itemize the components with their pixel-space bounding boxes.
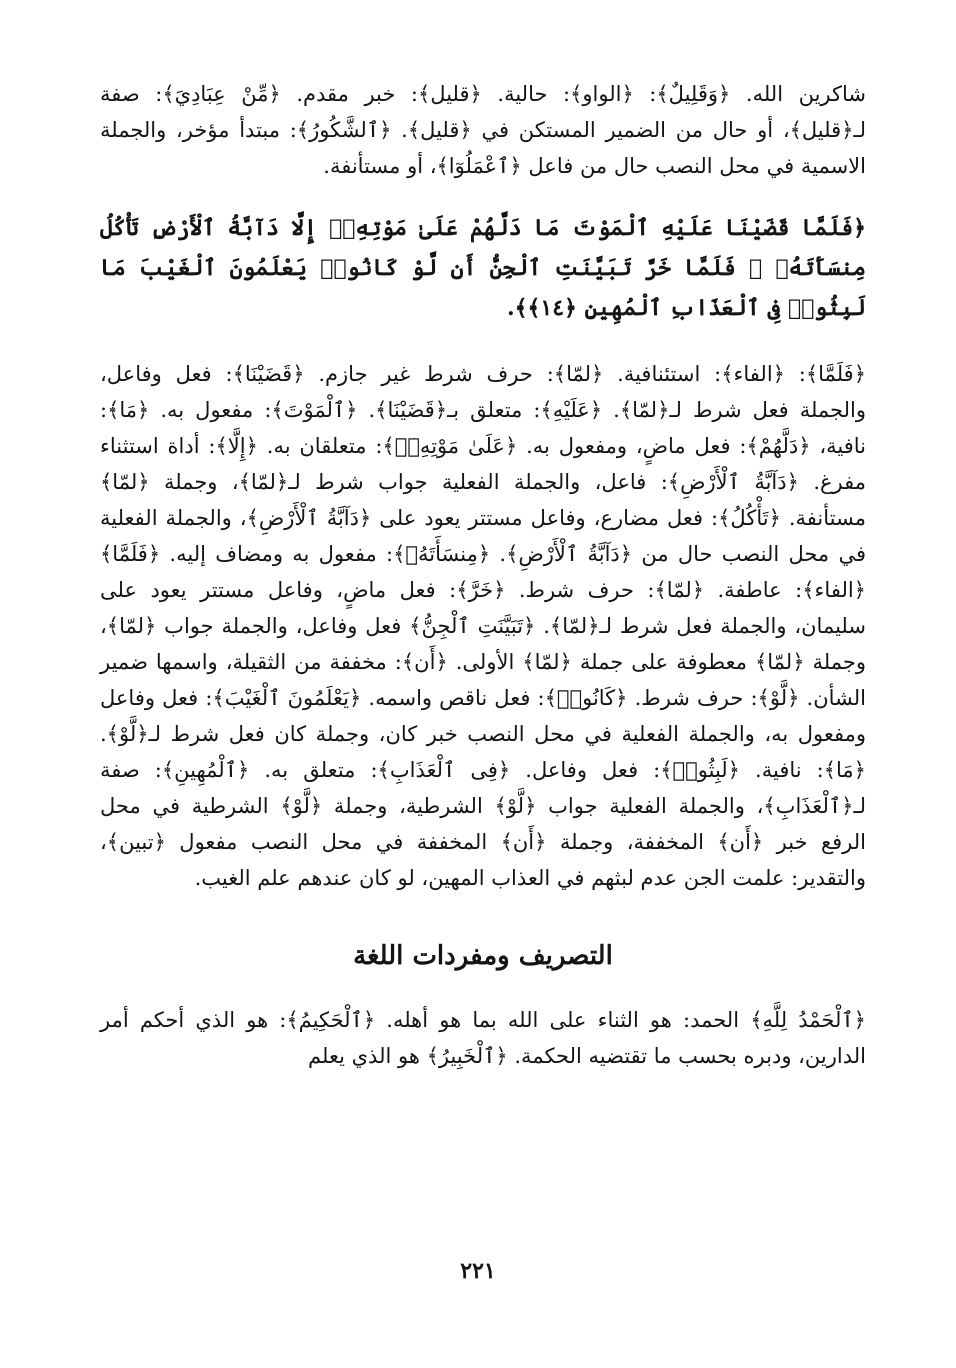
paragraph-vocabulary: ﴿ٱلْحَمْدُ لِلَّهِ﴾ الحمد: هو الثناء على الله بما هو أهله. ﴿ٱلْحَكِيمُ﴾: هو الذي أحكم أمر الدارين، ودبره بحسب ما تقتضيه الحكمة. ﴿ٱلْخَبِيرُ﴾ هو الذي يعلم — [100, 1008, 866, 1068]
page-number: ٢٢١ — [460, 1258, 496, 1284]
paragraph-continuation: شاكرين الله. ﴿وَقَلِيلٌ﴾: ﴿الواو﴾: حالية. ﴿قليل﴾: خبر مقدم. ﴿مِّنْ عِبَادِيَ﴾: صفة لـ﴿قليل﴾، أو حال من الضمير المستكن في ﴿قليل﴾. ﴿ٱلشَّكُورُ﴾: مبتدأ مؤخر، والجملة الاسمية في محل النصب حال من فاعل ﴿ٱعْمَلُوٓا﴾، أو مستأنفة. — [100, 82, 866, 178]
quran-verse: ﴿فَلَمَّا قَضَيْنَا عَلَيْهِ ٱلْمَوْتَ مَا دَلَّهُمْ عَلَىٰ مَوْتِهِۦٓ إِلَّا دَآبَّةُ ٱلْأَرْضِ تَأْكُلُ مِنسَأَتَهُۥ ۖ فَلَمَّا خَرَّ تَبَيَّنَتِ ٱلْجِنُّ أَن لَّوْ كَانُوا۟ يَعْلَمُونَ ٱلْغَيْبَ مَا لَبِثُوا۟ فِى ٱلْعَذَابِ ٱلْمُهِينِ ﴿١٤﴾﴾. — [100, 215, 866, 321]
section-heading: التصريف ومفردات اللغة — [353, 941, 613, 971]
page-content — [100, 76, 866, 1368]
paragraph-parsing: ﴿فَلَمَّا﴾: ﴿الفاء﴾: استئنافية. ﴿لمّا﴾: حرف شرط غير جازم. ﴿قَضَيْنَا﴾: فعل وفاعل، والجملة فعل شرط لـ﴿لمّا﴾. ﴿عَلَيْهِ﴾: متعلق بـ﴿قَضَيْنَا﴾. ﴿ٱلْمَوْتَ﴾: مفعول به. ﴿مَا﴾: نافية، ﴿دَلَّهُمْ﴾: فعل ماضٍ، ومفعول به. ﴿عَلَىٰ مَوْتِهِۦٓ﴾: متعلقان به. ﴿إِلَّا﴾: أداة استثناء مفرغ. ﴿دَآبَّةُ ٱلْأَرْضِ﴾: فاعل، والجملة الفعلية جواب شرط لـ﴿لمّا﴾، وجملة ﴿لمّا﴾ مستأنفة. ﴿تَأْكُلُ﴾: فعل مضارع، وفاعل مستتر يعود على ﴿دَآبَّةُ ٱلْأَرْضِ﴾، والجملة الفعلية في محل النصب حال من ﴿دَآبَّةُ ٱلْأَرْضِ﴾. ﴿مِنسَأَتَهُۥ﴾: مفعول به ومضاف إليه. ﴿فَلَمَّا﴾ ﴿الفاء﴾: عاطفة. ﴿لمّا﴾: حرف شرط. ﴿خَرَّ﴾: فعل ماضٍ، وفاعل مستتر يعود على سليمان، والجملة فعل شرط لـ﴿لمّا﴾. ﴿تَبَيَّنَتِ ٱلْجِنُّ﴾ فعل وفاعل، والجملة جواب ﴿لمّا﴾، وجملة ﴿لمّا﴾ معطوفة على جملة ﴿لمّا﴾ الأولى. ﴿أَن﴾: مخففة من الثقيلة، واسمها ضمير الشأن. ﴿لَّوْ﴾: حرف شرط. ﴿كَانُوا۟﴾: فعل ناقص واسمه. ﴿يَعْلَمُونَ ٱلْغَيْبَ﴾: فعل وفاعل ومفعول به، والجملة الفعلية في محل النصب خبر كان، وجملة كان فعل شرط لـ﴿لَّوْ﴾. ﴿مَا﴾: نافية. ﴿لَبِثُوا۟﴾: فعل وفاعل. ﴿فِى ٱلْعَذَابِ﴾: متعلق به. ﴿ٱلْمُهِينِ﴾: صفة لـ﴿ٱلْعَذَابِ﴾، والجملة الفعلية جواب ﴿لَّوْ﴾ الشرطية، وجملة ﴿لَّوْ﴾ الشرطية في محل الرفع خبر ﴿أَن﴾ المخففة، وجملة ﴿أَن﴾ المخففة في محل النصب مفعول ﴿تبين﴾، والتقدير: علمت الجن عدم لبثهم في العذاب المهين، لو كان عندهم علم الغيب. — [100, 362, 866, 890]
